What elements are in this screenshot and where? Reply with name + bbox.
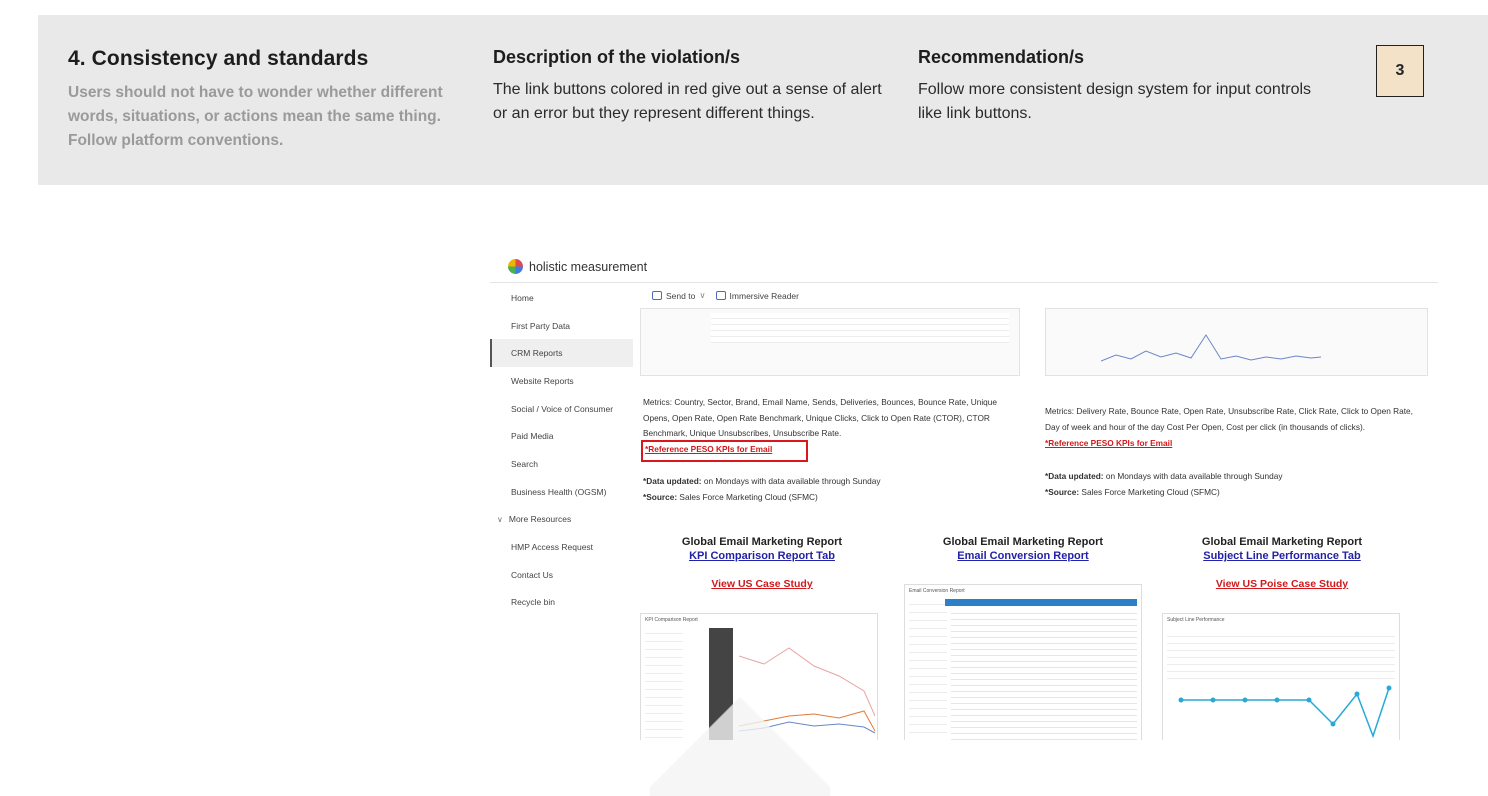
- site-name[interactable]: holistic measurement: [529, 259, 648, 274]
- chevron-down-icon[interactable]: ∨: [497, 514, 503, 524]
- recommendation-column: [918, 47, 1328, 126]
- right-data-updated: [1045, 469, 1283, 485]
- heuristic-band: [38, 15, 1488, 185]
- violation-column: [493, 47, 883, 126]
- view-us-case-study-link[interactable]: View US Case Study: [711, 578, 813, 590]
- report-card-kpi: [637, 536, 887, 592]
- thumb-title: Email Conversion Report: [909, 588, 965, 594]
- thumb-data-table: [1167, 630, 1395, 680]
- nav-label: Recycle bin: [511, 597, 555, 608]
- right-reference-link-wrap: [1045, 436, 1172, 452]
- subject-line-thumbnail[interactable]: [1162, 613, 1400, 740]
- subject-line-link[interactable]: Subject Line Performance Tab: [1203, 550, 1361, 562]
- send-to-label: Send to: [666, 290, 696, 301]
- nav-item-crm-reports[interactable]: [490, 339, 633, 367]
- nav-item-paid-media[interactable]: [490, 422, 633, 450]
- nav-label: More Resources: [508, 514, 572, 525]
- source-label: *Source:: [643, 492, 678, 502]
- thumb-filter-panel: [909, 597, 947, 740]
- heuristic-title: 4. Consistency and standards: [68, 47, 369, 70]
- nav-label: First Party Data: [511, 320, 571, 331]
- source-text: Sales Force Marketing Cloud (SFMC): [677, 492, 818, 502]
- report-title: Global Email Marketing Report: [942, 536, 1104, 548]
- source-label: *Source:: [1045, 487, 1080, 497]
- updated-label: *Data updated:: [643, 476, 702, 486]
- nav-label: Website Reports: [511, 375, 574, 386]
- recommendation-heading: Recommendation/s: [918, 47, 1085, 67]
- nav-item-website-reports[interactable]: [490, 367, 633, 395]
- chevron-down-icon: ∨: [699, 290, 706, 300]
- site-header: [508, 259, 647, 274]
- nav-item-first-party-data[interactable]: [490, 312, 633, 340]
- thumb-header-bar: [945, 599, 1137, 606]
- reference-peso-kpis-link[interactable]: *Reference PESO KPIs for Email: [645, 444, 773, 454]
- nav-item-more-resources[interactable]: [490, 506, 633, 534]
- page-content: [640, 308, 1438, 740]
- site-logo-icon: [508, 259, 523, 274]
- left-navigation: [490, 284, 633, 616]
- updated-text: on Mondays with data available through Sunday: [701, 476, 881, 486]
- nav-item-contact-us[interactable]: [490, 561, 633, 589]
- sharepoint-screenshot: [490, 250, 1438, 740]
- reader-icon: [716, 291, 726, 300]
- reference-peso-kpis-link[interactable]: *Reference PESO KPIs for Email: [1045, 438, 1173, 448]
- heuristic-description: Users should not have to wonder whether different words, situations, or actions mean the same thing. Follow platform conventions.: [68, 84, 443, 149]
- share-icon: [652, 291, 662, 300]
- highlight-annotation-box: [641, 440, 808, 462]
- nav-label: Business Health (OGSM): [511, 486, 607, 497]
- left-source: [643, 490, 818, 506]
- updated-text: on Mondays with data available through Sunday: [1103, 471, 1283, 481]
- right-source: [1045, 485, 1220, 501]
- nav-item-recycle-bin[interactable]: [490, 589, 633, 617]
- thumb-dot-chart: [1173, 684, 1397, 740]
- email-conversion-link[interactable]: Email Conversion Report: [957, 550, 1089, 562]
- nav-item-business-health[interactable]: [490, 478, 633, 506]
- thumb-data-table: [951, 608, 1137, 740]
- immersive-reader-label: Immersive Reader: [729, 290, 799, 301]
- send-to-button[interactable]: [652, 290, 706, 301]
- updated-label: *Data updated:: [1045, 471, 1104, 481]
- nav-item-search[interactable]: [490, 450, 633, 478]
- nav-item-hmp-access[interactable]: [490, 533, 633, 561]
- kpi-comparison-link[interactable]: KPI Comparison Report Tab: [689, 550, 835, 562]
- preview-line-chart: [1101, 329, 1321, 369]
- nav-item-home[interactable]: [490, 284, 633, 312]
- header-divider: [490, 282, 1438, 283]
- nav-label: Home: [511, 292, 534, 303]
- nav-label: Search: [511, 458, 538, 469]
- severity-score-badge: 3: [1376, 45, 1424, 97]
- report-card-subject-line: [1157, 536, 1407, 592]
- nav-label: CRM Reports: [511, 348, 563, 359]
- immersive-reader-button[interactable]: [716, 291, 799, 301]
- view-us-poise-case-study-link[interactable]: View US Poise Case Study: [1215, 578, 1349, 590]
- nav-label: Contact Us: [511, 569, 554, 580]
- right-metrics-text: Metrics: Delivery Rate, Bounce Rate, Open Rate, Unsubscribe Rate, Click Rate, Click to Open Rate, Day of week and hour of the day Cost Per Open, Cost per click (in thousands of clicks).: [1045, 406, 1413, 432]
- thumb-title: KPI Comparison Report: [645, 617, 698, 623]
- background-watermark: [650, 690, 830, 796]
- email-conversion-thumbnail[interactable]: [904, 584, 1142, 740]
- violation-text: The link buttons colored in red give out a sense of alert or an error but they represent different things.: [493, 81, 882, 122]
- preview-rows: [711, 313, 1009, 343]
- thumb-title: Subject Line Performance: [1167, 617, 1225, 623]
- report-preview-chart: [1045, 308, 1428, 376]
- nav-label: Social / Voice of Consumer: [511, 403, 614, 414]
- recommendation-text: Follow more consistent design system for input controls like link buttons.: [918, 81, 1312, 122]
- report-card-conversion: [898, 536, 1148, 562]
- report-title: Global Email Marketing Report: [1201, 536, 1363, 548]
- nav-label: HMP Access Request: [511, 542, 594, 553]
- source-text: Sales Force Marketing Cloud (SFMC): [1079, 487, 1220, 497]
- left-metrics-text: Metrics: Country, Sector, Brand, Email Name, Sends, Deliveries, Bounces, Bounce Rate, Unique Opens, Open Rate, Open Rate Benchmark, Unique Clicks, Click to Open Rate (CTOR), CTOR Benchmark, Unique Unsubscribes, Unsubscribe Rate.: [643, 397, 998, 438]
- heuristic-column: [68, 47, 463, 153]
- left-data-updated: [643, 474, 881, 490]
- violation-heading: Description of the violation/s: [493, 47, 741, 67]
- report-preview-table: [640, 308, 1020, 376]
- report-title: Global Email Marketing Report: [681, 536, 843, 548]
- nav-label: Paid Media: [511, 431, 554, 442]
- command-bar: [652, 290, 799, 301]
- nav-item-social[interactable]: [490, 395, 633, 423]
